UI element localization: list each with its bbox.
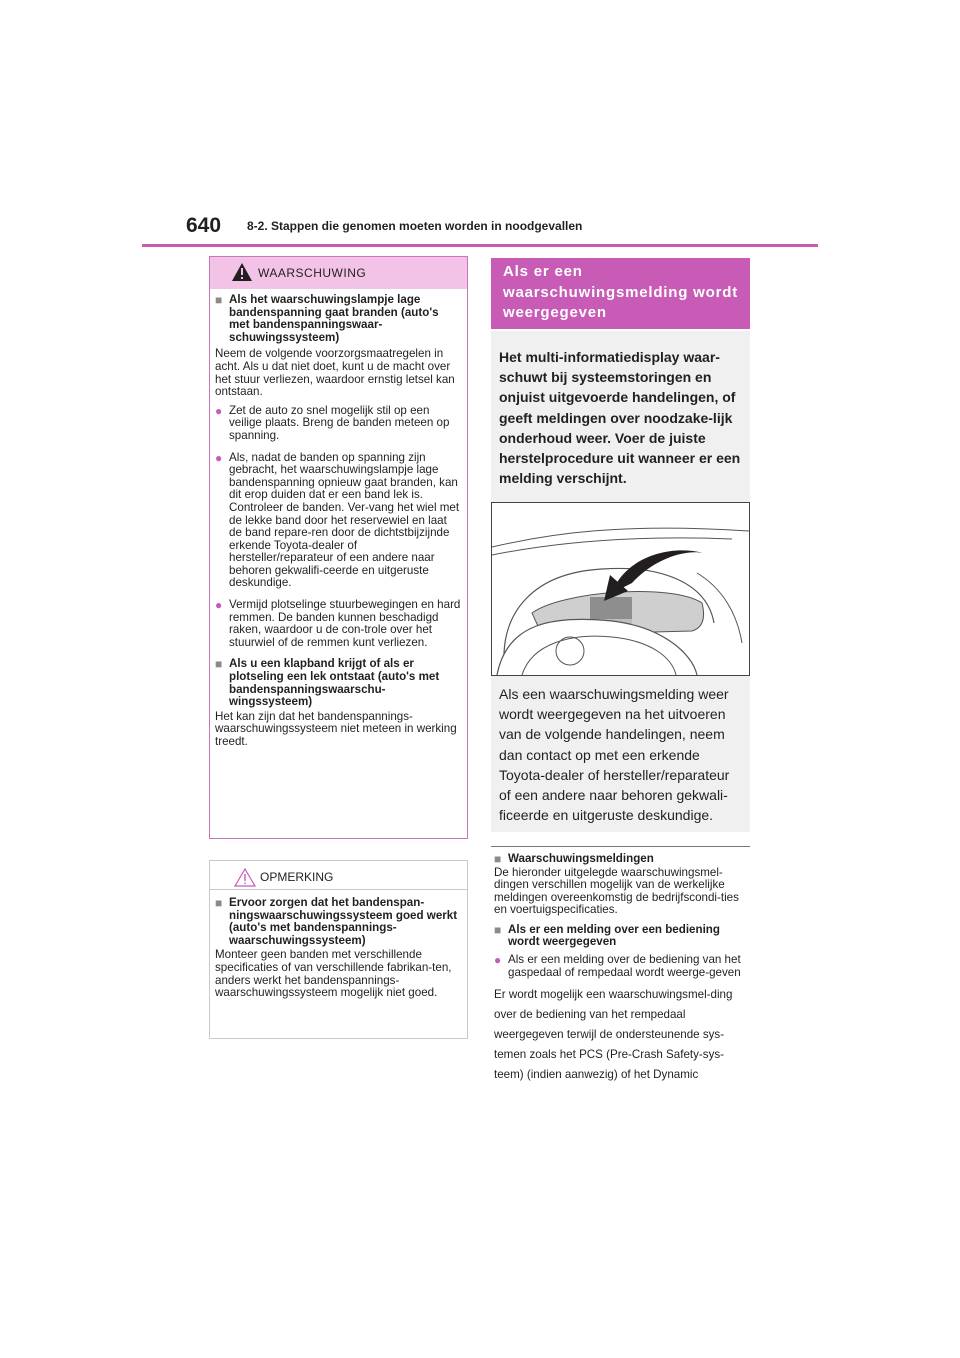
header-rule [142,244,818,247]
section-divider [491,846,750,847]
round-bullet-icon: ● [215,403,223,418]
right-paragraph-1: De hieronder uitgelegde waarschuwingsmel-dingen verschillen mogelijk van de werkelijke meldingen overeenkomstig de bedrijfscondi-ties en voertuigspecificaties. [494,866,739,916]
dashboard-illustration [491,502,750,676]
illustration-caption: Als een waarschuwingsmelding weer wordt weergegeven na het uitvoeren van de volgende handelingen, neem dan contact op met een erkende Toyota-dealer of hersteller/reparateur of een andere naar behoren gekwali-ficeerde en uitgeruste deskundige. [499,686,730,824]
square-bullet-icon: ■ [494,923,502,938]
warning-bullet-2-text: Als, nadat de banden op spanning zijn gebracht, het waarschuwingslampje lage bandenspanning opnieuw gaat branden, kan dit erop duiden dat er een band lek is. Controleer de banden. Ver-vang het wiel met de lekke band door het reservewiel en laat de band repare-ren door de dichtstbijzijnde erkende Toyota-dealer of hersteller/reparateur of een andere naar behoren gekwalifi-ceerde en uitgeruste deskundige. [229,450,460,590]
right-heading-1-text: Waarschuwingsmeldingen [508,852,654,865]
round-bullet-icon: ● [494,953,502,968]
right-bullet-1-text: Als er een melding over de bediening van het gaspedaal of rempedaal wordt weerge-geven [508,953,741,979]
right-heading-2 [494,924,752,948]
right-body [494,853,752,1085]
warning-box [209,256,468,839]
square-bullet-icon: ■ [215,293,223,307]
note-box [209,860,468,1039]
dashboard-drawing [492,503,749,675]
square-bullet-icon: ■ [494,852,502,866]
note-heading [215,897,462,947]
section-title: Als er een waarschuwingsmelding wordt weergegeven [491,258,750,329]
warning-bullet-3 [215,599,462,649]
warning-heading-1-text: Als het waarschuwingslampje lage bandenspanning gaat branden (auto's met bandenspanningswaar-schuwingssysteem) [229,293,439,344]
warning-title: WAARSCHUWING [258,266,367,280]
round-bullet-icon: ● [215,450,223,465]
square-bullet-icon: ■ [215,896,223,910]
page-number: 640 [186,214,222,237]
warning-heading-1 [215,294,462,344]
warning-paragraph-2: Het kan zijn dat het bandenspannings-waarschuwingssysteem niet meteen in werking treedt. [215,709,457,748]
chapter-title: 8-2. Stappen die genomen moeten worden in noodgevallen [247,219,583,233]
note-header [210,861,467,890]
warning-header [210,257,467,289]
caution-triangle-icon [234,868,256,887]
round-bullet-icon: ● [215,598,223,613]
right-heading-2-text: Als er een melding over een bediening wordt weergegeven [508,923,720,949]
section-intro: Het multi-informatiedisplay waar-schuwt bij systeemstoringen en onjuist uitgevoerde handelingen, of geeft meldingen over noodzake-lijk onderhoud weer. Voer de juiste herstelprocedure uit wanneer er een melding verschijnt. [499,349,741,487]
right-paragraph-2: Er wordt mogelijk een waarschuwingsmel-ding over de bediening van het rempedaal weergegeven terwijl de ondersteunende sys-temen zoals het PCS (Pre-Crash Safety-sys-teem) (indien aanwezig) of het Dynamic [494,987,733,1081]
warning-bullet-1 [215,405,462,443]
note-title: OPMERKING [260,870,334,884]
note-heading-text: Ervoor zorgen dat het bandenspan-ningswaarschuwingssysteem goed werkt (auto's met bandenspannings-waarschuwingssysteem) [229,896,458,947]
warning-paragraph-1: Neem de volgende voorzorgsmaatregelen in acht. Als u dat niet doet, kunt u de macht over het stuur verliezen, waardoor ernstig letsel kan ontstaan. [215,347,455,399]
warning-bullet-1-text: Zet de auto zo snel mogelijk stil op een veilige plaats. Breng de banden meteen op spanning. [229,403,450,442]
warning-bullet-3-text: Vermijd plotselinge stuurbewegingen en hard remmen. De banden kunnen beschadigd raken, waardoor u de con-trole over het stuurwiel of de remmen kunt verliezen. [229,598,461,649]
note-paragraph: Monteer geen banden met verschillende specificaties of van verschillende fabrikan-ten, anders werkt het bandenspannings-waarschuwingssysteem mogelijk niet goed. [215,948,452,1000]
warning-triangle-icon [231,262,253,282]
warning-heading-2-text: Als u een klapband krijgt of als er plotseling een lek ontstaat (auto's met bandenspanningswaarschu-wingssysteem) [229,657,440,709]
square-bullet-icon: ■ [215,657,223,672]
warning-heading-2 [215,658,462,708]
right-bullet-1 [494,954,752,978]
warning-bullet-2 [215,452,462,591]
right-heading-1 [494,853,752,865]
